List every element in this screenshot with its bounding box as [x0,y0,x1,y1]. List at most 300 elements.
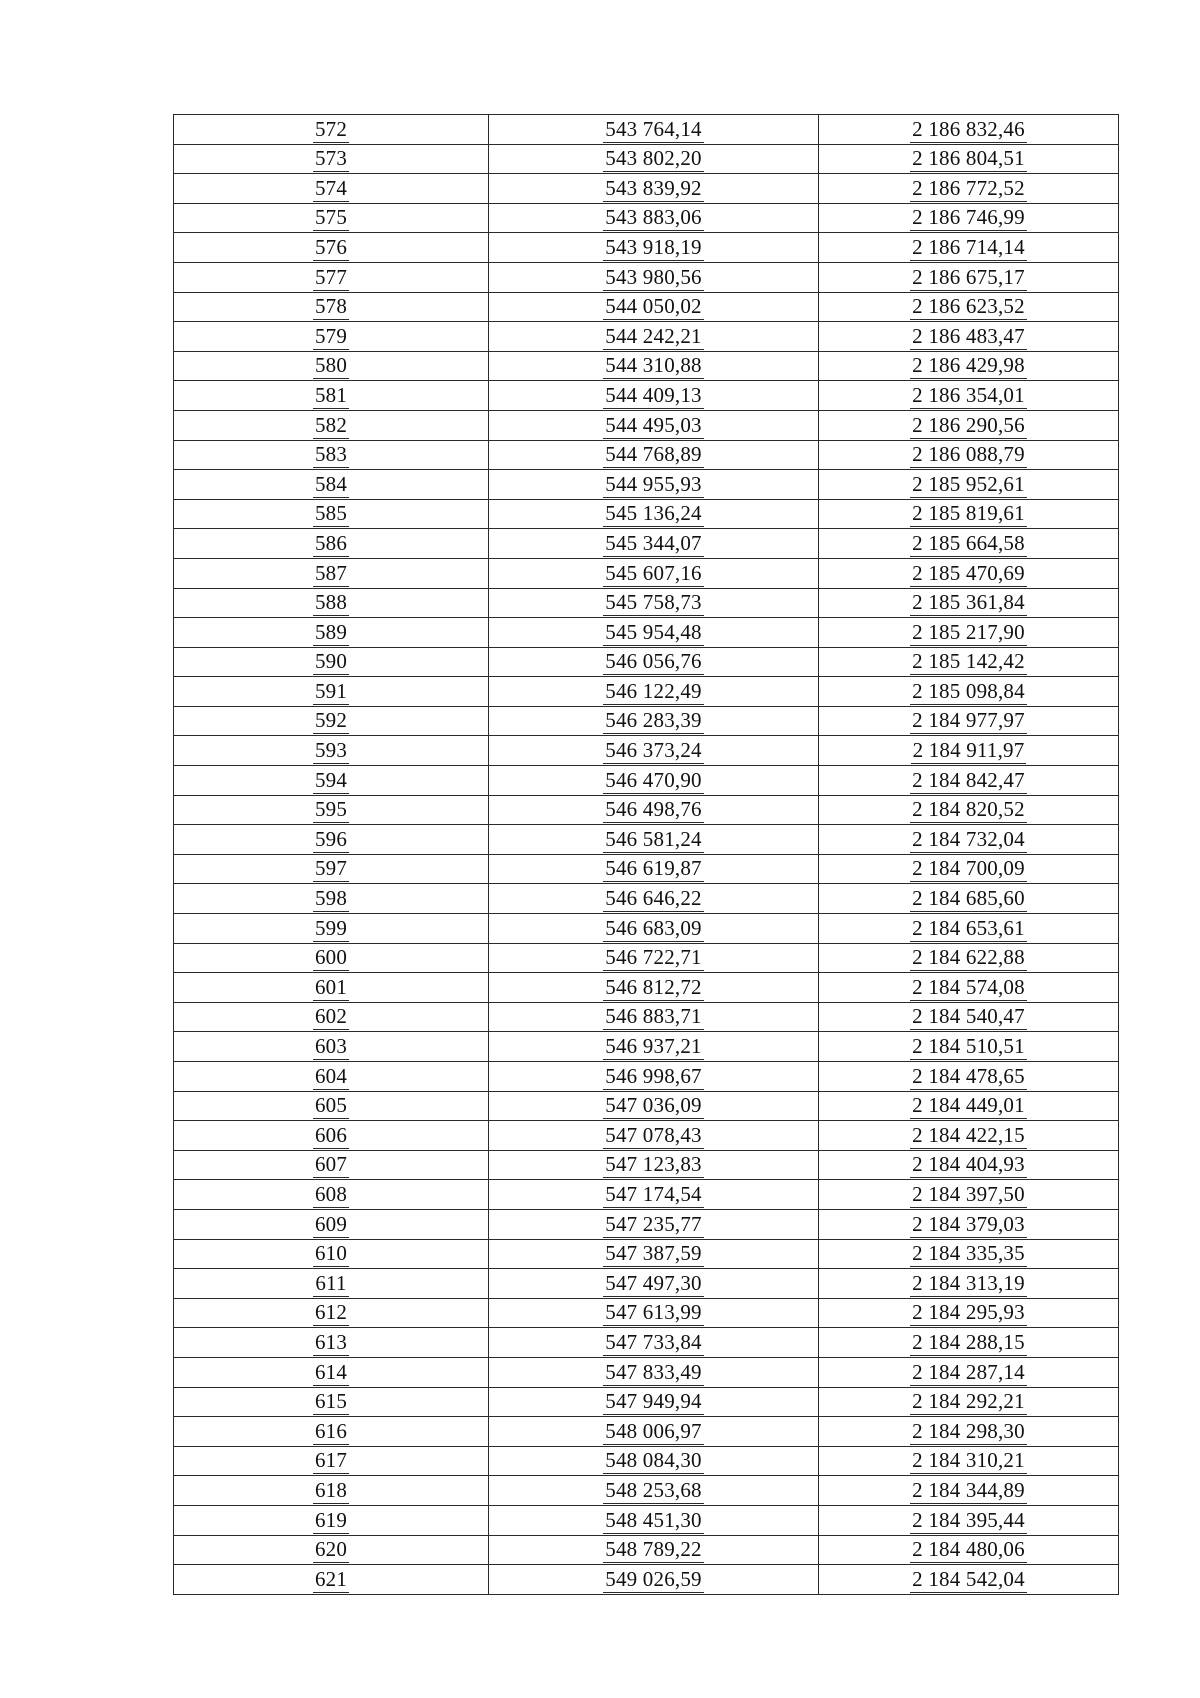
cell-text: 602 [314,1004,348,1029]
cell-text: 2 185 098,84 [912,678,1025,703]
table-row [174,1476,1119,1506]
table-row [174,470,1119,500]
table-row [174,1150,1119,1180]
y-coordinate-cell [819,499,1119,529]
point-number-cell [174,440,489,470]
cell-text: 545 607,16 [605,560,702,585]
cell-text: 607 [314,1152,348,1177]
cell-text: 2 184 379,03 [912,1211,1025,1236]
cell-text: 546 998,67 [605,1063,702,1088]
cell-text: 613 [314,1329,348,1354]
cell-text: 606 [314,1122,348,1147]
point-number-cell [174,410,489,440]
cell-text: 545 344,07 [605,530,702,555]
cell-text: 547 833,49 [605,1359,702,1384]
cell-text: 543 764,14 [605,116,702,141]
cell-text: 2 185 361,84 [912,590,1025,615]
x-coordinate-cell [489,766,819,796]
cell-text: 599 [314,915,348,940]
table-row [174,1269,1119,1299]
cell-text: 543 839,92 [605,175,702,200]
point-number-cell [174,322,489,352]
x-coordinate-cell [489,736,819,766]
x-coordinate-cell [489,1209,819,1239]
y-coordinate-cell [819,1565,1119,1595]
table-row [174,1565,1119,1595]
y-coordinate-cell [819,706,1119,736]
point-number-cell [174,914,489,944]
point-number-cell [174,499,489,529]
cell-text: 546 498,76 [605,797,702,822]
cell-text: 2 184 310,21 [912,1448,1025,1473]
table-row [174,440,1119,470]
cell-text: 617 [314,1448,348,1473]
x-coordinate-cell [489,1091,819,1121]
y-coordinate-cell [819,1535,1119,1565]
cell-text: 549 026,59 [605,1566,702,1591]
y-coordinate-cell [819,1091,1119,1121]
y-coordinate-cell [819,1239,1119,1269]
cell-text: 2 184 820,52 [912,797,1025,822]
cell-text: 547 613,99 [605,1300,702,1325]
y-coordinate-cell [819,854,1119,884]
cell-text: 588 [314,590,348,615]
y-coordinate-cell [819,618,1119,648]
point-number-cell [174,1150,489,1180]
point-number-cell [174,470,489,500]
point-number-cell [174,292,489,322]
table-row [174,144,1119,174]
table-row [174,1239,1119,1269]
cell-text: 575 [314,205,348,230]
cell-text: 2 184 292,21 [912,1389,1025,1414]
point-number-cell [174,706,489,736]
cell-text: 620 [314,1537,348,1562]
table-row [174,884,1119,914]
y-coordinate-cell [819,1150,1119,1180]
cell-text: 2 184 542,04 [912,1566,1025,1591]
y-coordinate-cell [819,766,1119,796]
x-coordinate-cell [489,588,819,618]
x-coordinate-cell [489,410,819,440]
y-coordinate-cell [819,1387,1119,1417]
cell-text: 2 184 287,14 [912,1359,1025,1384]
x-coordinate-cell [489,1002,819,1032]
table-row [174,618,1119,648]
cell-text: 2 186 623,52 [912,294,1025,319]
cell-text: 547 078,43 [605,1122,702,1147]
point-number-cell [174,558,489,588]
cell-text: 572 [314,116,348,141]
point-number-cell [174,647,489,677]
cell-text: 544 310,88 [605,353,702,378]
y-coordinate-cell [819,1180,1119,1210]
cell-text: 2 184 911,97 [912,738,1025,763]
x-coordinate-cell [489,1417,819,1447]
cell-text: 2 184 478,65 [912,1063,1025,1088]
cell-text: 603 [314,1034,348,1058]
x-coordinate-cell [489,1535,819,1565]
cell-text: 2 184 449,01 [912,1093,1025,1118]
cell-text: 2 184 313,19 [912,1270,1025,1295]
y-coordinate-cell [819,825,1119,855]
y-coordinate-cell [819,1476,1119,1506]
cell-text: 2 184 842,47 [912,767,1025,792]
table-row [174,1417,1119,1447]
cell-text: 578 [314,294,348,319]
point-number-cell [174,262,489,292]
y-coordinate-cell [819,381,1119,411]
point-number-cell [174,233,489,263]
x-coordinate-cell [489,943,819,973]
table-row [174,1091,1119,1121]
cell-text: 577 [314,264,348,289]
table-row [174,1387,1119,1417]
table-row [174,1357,1119,1387]
x-coordinate-cell [489,1269,819,1299]
cell-text: 2 186 088,79 [912,442,1025,467]
table-row [174,1209,1119,1239]
cell-text: 609 [314,1211,348,1236]
x-coordinate-cell [489,706,819,736]
cell-text: 593 [314,738,348,763]
cell-text: 2 184 685,60 [912,886,1025,911]
point-number-cell [174,1417,489,1447]
table-row [174,1121,1119,1151]
point-number-cell [174,1002,489,1032]
cell-text: 2 186 832,46 [912,116,1025,141]
cell-text: 547 123,83 [605,1152,702,1177]
point-number-cell [174,1269,489,1299]
x-coordinate-cell [489,292,819,322]
x-coordinate-cell [489,144,819,174]
cell-text: 590 [314,649,348,674]
cell-text: 2 184 653,61 [912,915,1025,940]
x-coordinate-cell [489,174,819,204]
cell-text: 548 006,97 [605,1418,702,1443]
cell-text: 595 [314,797,348,822]
cell-text: 2 184 510,51 [912,1034,1025,1058]
y-coordinate-cell [819,529,1119,559]
cell-text: 591 [314,678,348,703]
cell-text: 615 [314,1389,348,1414]
y-coordinate-cell [819,677,1119,707]
cell-text: 548 084,30 [605,1448,702,1473]
table-row [174,1298,1119,1328]
x-coordinate-cell [489,1062,819,1092]
x-coordinate-cell [489,115,819,145]
x-coordinate-cell [489,381,819,411]
y-coordinate-cell [819,647,1119,677]
y-coordinate-cell [819,1417,1119,1447]
cell-text: 2 185 470,69 [912,560,1025,585]
point-number-cell [174,115,489,145]
table-row [174,736,1119,766]
table-row [174,1062,1119,1092]
cell-text: 2 186 746,99 [912,205,1025,230]
cell-text: 579 [314,323,348,348]
point-number-cell [174,766,489,796]
point-number-cell [174,203,489,233]
cell-text: 547 174,54 [605,1181,702,1206]
point-number-cell [174,1505,489,1535]
cell-text: 580 [314,353,348,378]
y-coordinate-cell [819,203,1119,233]
point-number-cell [174,144,489,174]
cell-text: 546 619,87 [605,856,702,881]
table-row [174,795,1119,825]
cell-text: 2 186 804,51 [912,146,1025,171]
table-row [174,292,1119,322]
table-row [174,1505,1119,1535]
point-number-cell [174,618,489,648]
cell-text: 612 [314,1300,348,1325]
cell-text: 547 733,84 [605,1329,702,1354]
table-row [174,1328,1119,1358]
y-coordinate-cell [819,144,1119,174]
point-number-cell [174,1565,489,1595]
point-number-cell [174,795,489,825]
y-coordinate-cell [819,233,1119,263]
cell-text: 547 387,59 [605,1241,702,1266]
point-number-cell [174,351,489,381]
x-coordinate-cell [489,351,819,381]
point-number-cell [174,677,489,707]
x-coordinate-cell [489,262,819,292]
point-number-cell [174,1446,489,1476]
y-coordinate-cell [819,1032,1119,1062]
cell-text: 2 185 952,61 [912,471,1025,496]
cell-text: 2 184 700,09 [912,856,1025,881]
cell-text: 547 949,94 [605,1389,702,1414]
cell-text: 2 184 540,47 [912,1004,1025,1029]
x-coordinate-cell [489,825,819,855]
cell-text: 2 184 298,30 [912,1418,1025,1443]
table-row [174,262,1119,292]
cell-text: 547 497,30 [605,1270,702,1295]
point-number-cell [174,736,489,766]
x-coordinate-cell [489,1328,819,1358]
cell-text: 2 184 480,06 [912,1537,1025,1562]
table-row [174,1032,1119,1062]
cell-text: 619 [314,1507,348,1532]
coordinates-table [173,114,1119,1595]
x-coordinate-cell [489,1387,819,1417]
cell-text: 544 495,03 [605,412,702,437]
x-coordinate-cell [489,203,819,233]
table-row [174,588,1119,618]
table-row [174,233,1119,263]
cell-text: 544 955,93 [605,471,702,496]
y-coordinate-cell [819,1298,1119,1328]
cell-text: 2 184 295,93 [912,1300,1025,1325]
point-number-cell [174,1387,489,1417]
cell-text: 582 [314,412,348,437]
point-number-cell [174,1239,489,1269]
x-coordinate-cell [489,677,819,707]
point-number-cell [174,1121,489,1151]
y-coordinate-cell [819,558,1119,588]
cell-text: 2 184 732,04 [912,826,1025,851]
y-coordinate-cell [819,1121,1119,1151]
y-coordinate-cell [819,1002,1119,1032]
x-coordinate-cell [489,1446,819,1476]
point-number-cell [174,1180,489,1210]
table-row [174,174,1119,204]
y-coordinate-cell [819,1062,1119,1092]
cell-text: 614 [314,1359,348,1384]
x-coordinate-cell [489,1239,819,1269]
cell-text: 618 [314,1477,348,1502]
table-row [174,351,1119,381]
point-number-cell [174,825,489,855]
coordinates-table-body [174,115,1119,1595]
cell-text: 600 [314,945,348,970]
x-coordinate-cell [489,647,819,677]
x-coordinate-cell [489,529,819,559]
cell-text: 573 [314,146,348,171]
y-coordinate-cell [819,1357,1119,1387]
cell-text: 2 186 675,17 [912,264,1025,289]
y-coordinate-cell [819,1328,1119,1358]
cell-text: 548 451,30 [605,1507,702,1532]
cell-text: 589 [314,619,348,644]
table-row [174,677,1119,707]
cell-text: 546 883,71 [605,1004,702,1029]
y-coordinate-cell [819,351,1119,381]
point-number-cell [174,174,489,204]
x-coordinate-cell [489,914,819,944]
cell-text: 546 581,24 [605,826,702,851]
table-row [174,706,1119,736]
cell-text: 545 136,24 [605,501,702,526]
table-row [174,322,1119,352]
point-number-cell [174,884,489,914]
x-coordinate-cell [489,854,819,884]
cell-text: 2 184 344,89 [912,1477,1025,1502]
table-row [174,529,1119,559]
point-number-cell [174,1062,489,1092]
cell-text: 546 683,09 [605,915,702,940]
x-coordinate-cell [489,1476,819,1506]
point-number-cell [174,1476,489,1506]
point-number-cell [174,1032,489,1062]
cell-text: 548 789,22 [605,1537,702,1562]
y-coordinate-cell [819,973,1119,1003]
x-coordinate-cell [489,1150,819,1180]
cell-text: 546 646,22 [605,886,702,911]
table-row [174,766,1119,796]
table-row [174,410,1119,440]
cell-text: 2 186 429,98 [912,353,1025,378]
point-number-cell [174,1357,489,1387]
cell-text: 597 [314,856,348,881]
table-row [174,115,1119,145]
x-coordinate-cell [489,1121,819,1151]
point-number-cell [174,1328,489,1358]
cell-text: 576 [314,234,348,259]
cell-text: 546 283,39 [605,708,702,733]
cell-text: 2 186 772,52 [912,175,1025,200]
y-coordinate-cell [819,410,1119,440]
cell-text: 548 253,68 [605,1477,702,1502]
point-number-cell [174,1535,489,1565]
table-row [174,973,1119,1003]
x-coordinate-cell [489,470,819,500]
y-coordinate-cell [819,262,1119,292]
x-coordinate-cell [489,1357,819,1387]
table-row [174,203,1119,233]
cell-text: 611 [315,1270,347,1295]
table-row [174,381,1119,411]
cell-text: 2 184 335,35 [912,1241,1025,1266]
cell-text: 543 802,20 [605,146,702,171]
y-coordinate-cell [819,470,1119,500]
cell-text: 546 056,76 [605,649,702,674]
cell-text: 2 185 819,61 [912,501,1025,526]
cell-text: 2 186 483,47 [912,323,1025,348]
y-coordinate-cell [819,943,1119,973]
x-coordinate-cell [489,322,819,352]
cell-text: 621 [314,1566,348,1591]
table-row [174,1180,1119,1210]
cell-text: 543 883,06 [605,205,702,230]
cell-text: 546 722,71 [605,945,702,970]
cell-text: 587 [314,560,348,585]
x-coordinate-cell [489,1032,819,1062]
cell-text: 544 242,21 [605,323,702,348]
table-row [174,647,1119,677]
cell-text: 585 [314,501,348,526]
table-row [174,943,1119,973]
table-row [174,1535,1119,1565]
point-number-cell [174,1209,489,1239]
y-coordinate-cell [819,1446,1119,1476]
cell-text: 544 409,13 [605,382,702,407]
y-coordinate-cell [819,1505,1119,1535]
cell-text: 574 [314,175,348,200]
cell-text: 608 [314,1181,348,1206]
cell-text: 546 373,24 [605,738,702,763]
cell-text: 616 [314,1418,348,1443]
y-coordinate-cell [819,914,1119,944]
point-number-cell [174,973,489,1003]
cell-text: 581 [314,382,348,407]
cell-text: 2 184 397,50 [912,1181,1025,1206]
table-row [174,825,1119,855]
y-coordinate-cell [819,795,1119,825]
y-coordinate-cell [819,322,1119,352]
cell-text: 596 [314,826,348,851]
point-number-cell [174,529,489,559]
cell-text: 546 937,21 [605,1034,702,1058]
point-number-cell [174,1298,489,1328]
x-coordinate-cell [489,1565,819,1595]
cell-text: 2 184 288,15 [912,1329,1025,1354]
cell-text: 604 [314,1063,348,1088]
cell-text: 2 184 977,97 [912,708,1025,733]
y-coordinate-cell [819,174,1119,204]
cell-text: 2 184 422,15 [912,1122,1025,1147]
cell-text: 547 235,77 [605,1211,702,1236]
cell-text: 2 185 664,58 [912,530,1025,555]
x-coordinate-cell [489,1298,819,1328]
cell-text: 543 918,19 [605,234,702,259]
y-coordinate-cell [819,736,1119,766]
cell-text: 601 [314,974,348,999]
table-row [174,1446,1119,1476]
table-row [174,914,1119,944]
